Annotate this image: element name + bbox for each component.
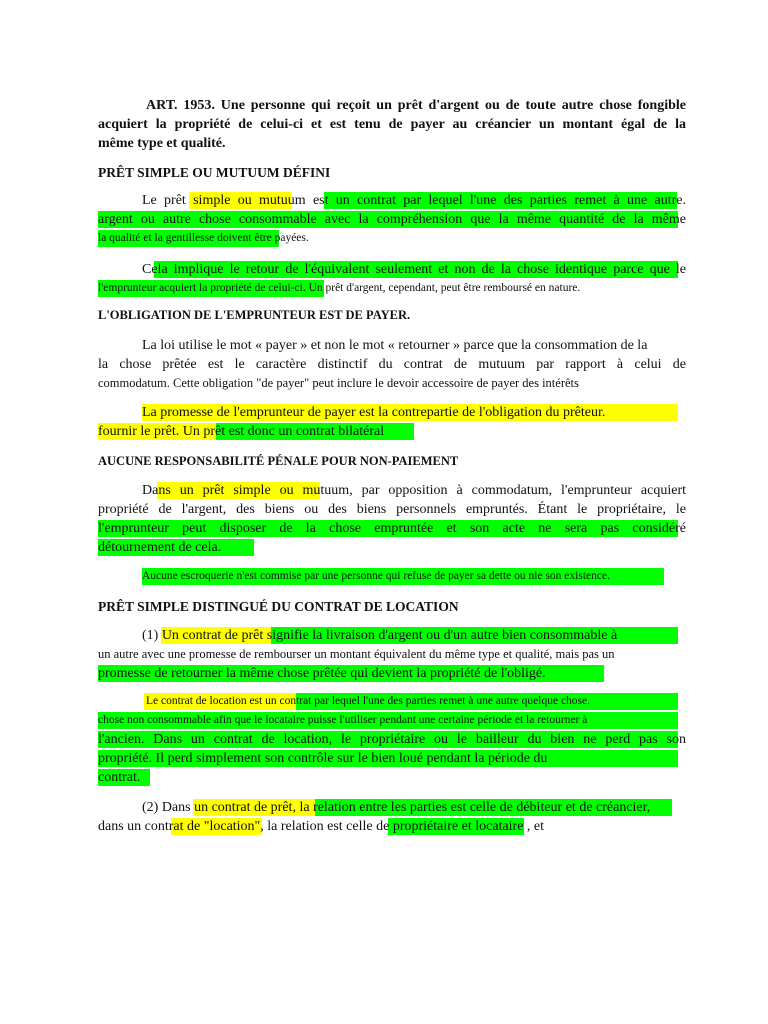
paragraph-line: propriété de l'argent, des biens ou des biens personnels empruntés. Étant le propriétaire, le (98, 502, 686, 517)
paragraph-line: Cela implique le retour de l'équivalent seulement et non de la chose identique parce que le (142, 262, 686, 277)
paragraph-line: (1) Un contrat de prêt signifie la livraison d'argent ou d'un autre bien consommable à (98, 626, 686, 645)
paragraph-line: l'ancien. Dans un contrat de location, le propriétaire ou le bailleur du bien ne perd pas son (98, 732, 686, 747)
paragraph-line: Le prêt simple ou mutuum est un contrat par lequel l'une des parties remet à une autre. (142, 193, 686, 208)
paragraph-line: Le contrat de location est un contrat par lequel l'une des parties remet à une autre quelque chose. (98, 692, 686, 711)
section-heading-pret-simple: PRÊT SIMPLE OU MUTUUM DÉFINI (98, 165, 331, 180)
paragraph-line: détournement de cela. (98, 538, 686, 557)
article-line: même type et qualité. (98, 136, 226, 151)
paragraph-line: propriété. Il perd simplement son contrôle sur le bien loué pendant la période du (98, 749, 686, 768)
paragraph-line: (2) Dans un contrat de prêt, la relation entre les parties est celle de débiteur et de créancier, (98, 798, 686, 817)
paragraph-line: Dans un prêt simple ou mutuum, par opposition à commodatum, l'emprunteur acquiert (142, 483, 686, 498)
paragraph-promesse (98, 403, 686, 441)
paragraph-line: chose non consommable afin que le locataire puisse l'utiliser pendant une certaine période et la retourner à (98, 711, 686, 730)
paragraph-contrat-location (98, 692, 686, 787)
paragraph-line: promesse de retourner la même chose prêtée qui devient la propriété de l'obligé. (98, 664, 686, 683)
paragraph-line: fournir le prêt. Un prêt est donc un contrat bilatéral (98, 422, 686, 441)
section-heading-obligation: L'OBLIGATION DE L'EMPRUNTEUR EST DE PAYER. (98, 308, 411, 322)
paragraph-payer (98, 336, 686, 393)
paragraph-relation (98, 798, 686, 836)
paragraph-line: La promesse de l'emprunteur de payer est la contrepartie de l'obligation du prêteur. (98, 403, 686, 422)
paragraph-line: un autre avec une promesse de rembourser un montant équivalent du même type et qualité, mais pas un (98, 647, 615, 661)
article-line: acquiert la propriété de celui-ci et est tenu de payer au créancier un montant égal de la (98, 117, 686, 132)
paragraph-line: l'emprunteur peut disposer de la chose empruntée et son acte ne sera pas considéré (98, 521, 686, 536)
paragraph-definition (98, 191, 686, 248)
paragraph-line: la qualité et la gentillesse doivent être payées. (98, 229, 686, 248)
paragraph-line: l'emprunteur acquiert la propriété de celui-ci. Un prêt d'argent, cependant, peut être remboursé en nature. (98, 279, 686, 298)
paragraph-line: dans un contrat de "location", la relation est celle de propriétaire et locataire , et (98, 819, 545, 834)
paragraph-equivalent (98, 260, 686, 298)
paragraph-line: commodatum. Cette obligation "de payer" peut inclure le devoir accessoire de payer des intérêts (98, 376, 579, 390)
section-heading-responsabilite: AUCUNE RESPONSABILITÉ PÉNALE POUR NON-PAIEMENT (98, 454, 459, 468)
article-1953 (98, 96, 686, 153)
article-line: ART. 1953. Une personne qui reçoit un prêt d'argent ou de toute autre chose fongible (146, 98, 686, 113)
paragraph-line: argent ou autre chose consommable avec la compréhension que la même quantité de la même (98, 212, 686, 227)
paragraph-line: Aucune escroquerie n'est commise par une personne qui refuse de payer sa dette ou nie son existence. (98, 567, 686, 586)
paragraph-line: la chose prêtée est le caractère distinctif du contrat de mutuum par rapport à celui de (98, 357, 686, 372)
paragraph-commodatum (98, 481, 686, 557)
section-heading-location: PRÊT SIMPLE DISTINGUÉ DU CONTRAT DE LOCATION (98, 599, 459, 614)
paragraph-escroquerie (98, 567, 686, 586)
paragraph-line: contrat. (98, 768, 686, 787)
paragraph-line: La loi utilise le mot « payer » et non le mot « retourner » parce que la consommation de la (142, 338, 648, 353)
paragraph-contrat-pret (98, 626, 686, 683)
